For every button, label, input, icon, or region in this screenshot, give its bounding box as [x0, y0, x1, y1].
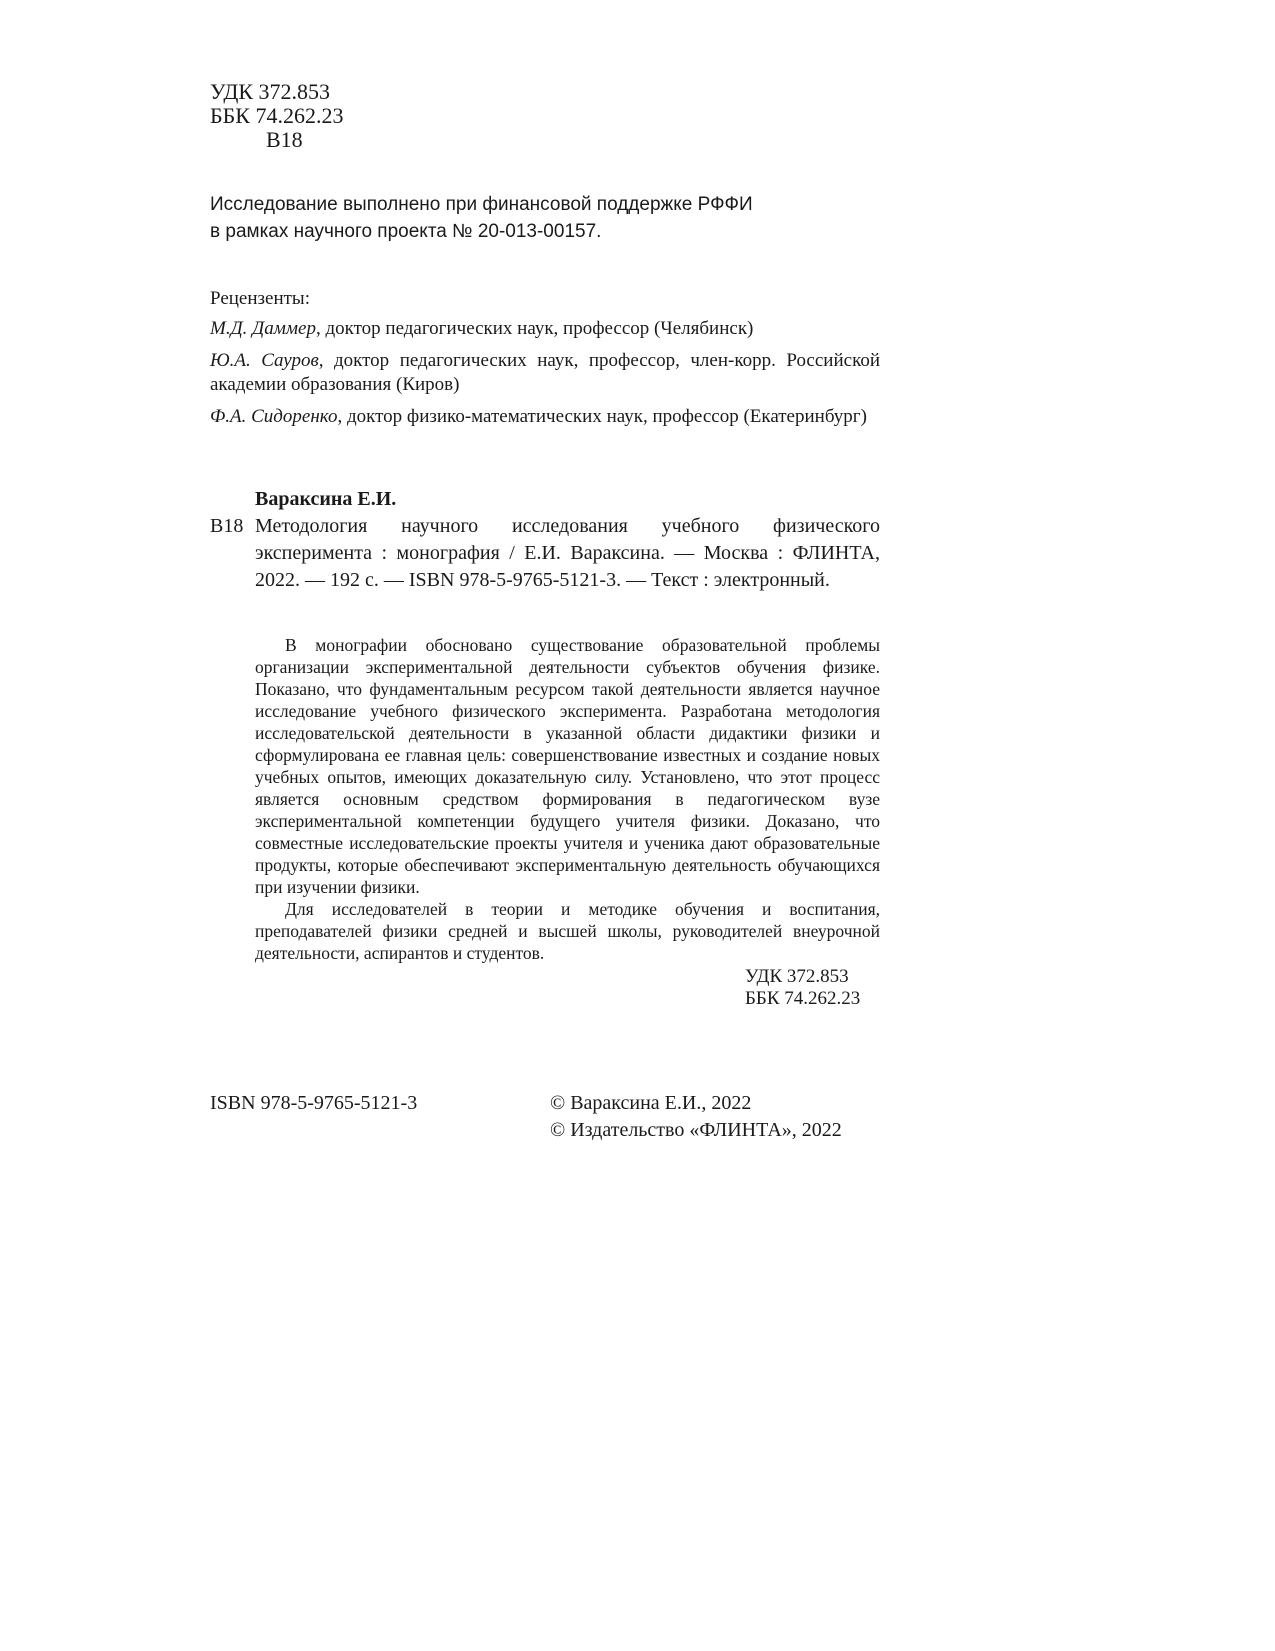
- annotation-paragraph: В монографии обосновано существование образовательной проблемы организации экспериментальной деятельности субъектов обучения физике. Показано, что фундаментальным ресурсом такой деятельности является научное исследование учебного физического эксперимента. Разработана методология исследовательской деятельности в указанной области дидактики физики и сформулирована ее главная цель: совершенствование известных и создание новых учебных опытов, имеющих доказательную силу. Установлено, что этот процесс является основным средством формирования в педагогическом вузе экспериментальной компетенции будущего учителя физики. Доказано, что совместные исследовательские проекты учителя и ученика дают образовательные продукты, которые обеспечивают экспериментальную деятельность обучающихся при изучении физики.: [255, 635, 880, 897]
- reviewer-entry: [210, 349, 880, 397]
- imprint-footer: [210, 1090, 880, 1144]
- reviewer-entry: [210, 317, 880, 341]
- funding-line-1: Исследование выполнено при финансовой поддержке РФФИ: [210, 194, 753, 215]
- annotation-paragraph: Для исследователей в теории и методике обучения и воспитания, преподавателей физики средней и высшей школы, руководителей внеурочной деятельности, аспирантов и студентов.: [255, 899, 880, 963]
- bbk-code: ББК 74.262.23: [210, 103, 344, 128]
- isbn: ISBN 978-5-9765-5121-3: [210, 1092, 418, 1114]
- reviewer-description: , доктор физико-математических наук, профессор (Екатеринбург): [337, 406, 867, 427]
- funding-note: [210, 191, 880, 245]
- reviewer-description: , доктор педагогических наук, профессор, член-корр. Российской академии образования (Киров): [210, 350, 880, 395]
- reviewer-name: Ф.А. Сидоренко: [210, 406, 338, 427]
- annotation-bbk: ББК 74.262.23: [745, 988, 861, 1009]
- copyright-publisher: © Издательство «ФЛИНТА», 2022: [550, 1119, 842, 1141]
- author-mark: В18: [266, 127, 303, 152]
- bibliographic-entry: [210, 486, 880, 594]
- reviewers-section: [210, 287, 880, 437]
- funding-line-2: в рамках научного проекта № 20-013-00157.: [210, 221, 602, 242]
- reviewer-description: , доктор педагогических наук, профессор (Челябинск): [315, 318, 754, 339]
- classification-codes: [210, 80, 880, 152]
- entry-author: Вараксина Е.И.: [255, 488, 397, 510]
- annotation-codes: [255, 966, 880, 1010]
- entry-description: Методология научного исследования учебного физического эксперимента : монография / Е.И. Вараксина. — Москва : ФЛИНТА, 2022. — 192 с. — ISBN 978-5-9765-5121-3. — Текст : электронный.: [255, 515, 880, 591]
- entry-cipher: В18: [210, 515, 244, 537]
- reviewer-name: Ю.А. Сауров: [210, 350, 319, 371]
- copyright-block: [550, 1090, 842, 1144]
- udk-code: УДК 372.853: [210, 79, 331, 104]
- reviewer-entry: [210, 405, 880, 429]
- copyright-author: © Вараксина Е.И., 2022: [550, 1092, 752, 1114]
- reviewer-name: М.Д. Даммер: [210, 318, 316, 339]
- annotation: [255, 634, 880, 1010]
- reviewers-heading: Рецензенты:: [210, 288, 310, 309]
- annotation-udk: УДК 372.853: [745, 966, 849, 987]
- entry-body: [210, 513, 880, 594]
